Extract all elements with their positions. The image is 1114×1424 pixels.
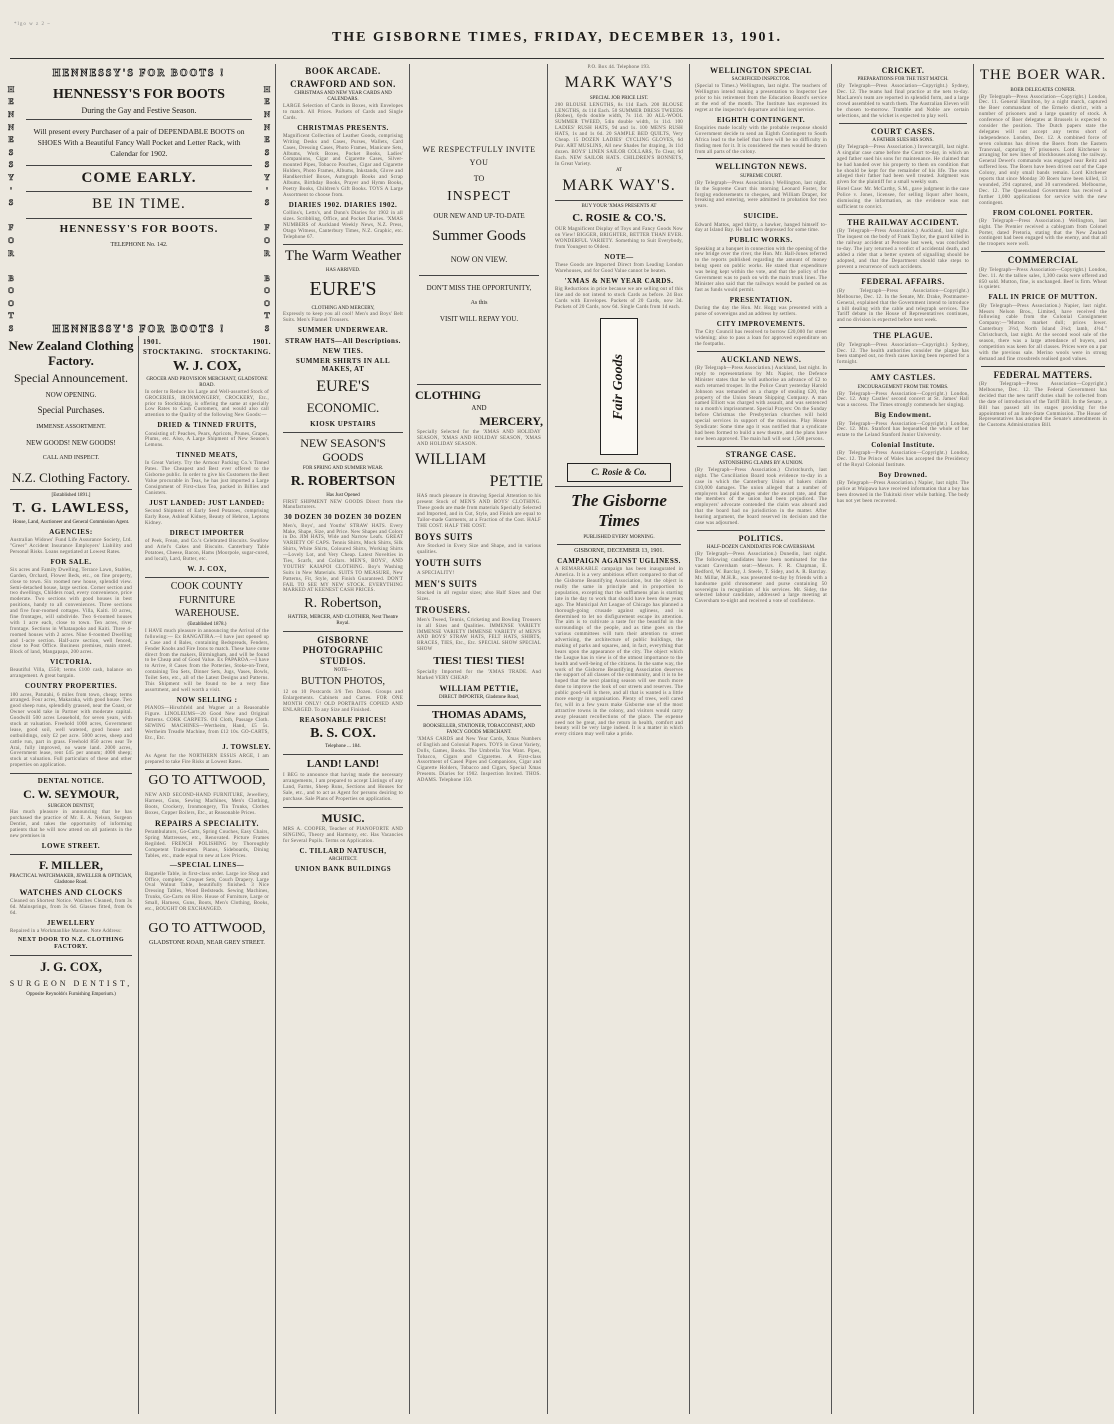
dental-ad: DENTAL NOTICE. C. W. SEYMOUR, SURGEON DENTIST, Has much pleasure in announcing that he has purchased the practice of Mr. E. A. Nelson, Surgeon Dentist, and takes the opportunity of informing patients that he will now attend on all patients in the new premises in LOWE STREET. [10, 777, 132, 850]
big-endowment: Big Endowment. [874, 411, 932, 420]
pettie: PETTIE [489, 472, 543, 490]
special-lines: —SPECIAL LINES— [169, 861, 245, 870]
fair-goods-decoration [600, 318, 638, 455]
column-2 [141, 336, 273, 1414]
our-new: OUR NEW AND UP-TO-DATE [433, 211, 525, 220]
just-landed: JUST LANDED: JUST LANDED: [149, 498, 265, 507]
price-list: SPECIAL JOB PRICE LIST. [589, 95, 649, 101]
column-5 [551, 64, 687, 1414]
cox-year-right: 1901. [252, 338, 271, 346]
reasonable: REASONABLE PRICES! [299, 715, 387, 724]
special-purchases: Special Purchases. [37, 405, 105, 416]
music: MUSIC. [321, 810, 365, 825]
william: WILLIAM [415, 450, 487, 468]
summer-shirts: SUMMER SHIRTS IN ALL MAKES, AT [295, 357, 391, 374]
vertical-text-right: H E N N E S S Y ' S F O R B O O T S [263, 84, 271, 334]
pettie-sub: DIRECT IMPORTER, Gladstone Road, [438, 695, 520, 701]
boy-drowned: Boy Drowned. [878, 471, 928, 480]
tillard: C. TILLARD NATUSCH, [299, 846, 387, 855]
architect: ARCHITECT. [328, 856, 358, 862]
newspaper-title: THE GISBORNE TIMES, FRIDAY, DECEMBER 13, 1901. [331, 30, 783, 45]
now-opening: NOW OPENING. [45, 390, 97, 399]
visit-repay: VISIT WILL REPAY YOU. [439, 315, 519, 324]
mercery: MERCERY, [479, 413, 543, 428]
auckland-news: AUCKLAND NEWS. [720, 354, 802, 364]
sacrificed-inspector: SACRIFICED INSPECTOR. [731, 77, 791, 83]
eures-2: EURE'S [316, 377, 370, 395]
column-8: THE BOER WAR. BOER DELEGATES CONFER. (By Telegraph—Press Association—Copyright.) London, Dec. 11. General Hamilton, by a night march, captured the Boer commandant of the Ermelo district, with a number of prisoners and a large quantity of stock. A conference of Boer delegates at Brussels is expected to consider the position. The Dutch papers state the delegates will not accept any terms short of independence. London, Dec. 12. A combined force of seven columns has driven the Boers from the Eastern Transvaal, capturing 97 prisoners. Lord Kitchener is arranging for new lines of blockhouses along the railway. General Dewet's commando was engaged near Reitz and suffered loss. The Boers have been driven out of the Cape Colony, and only small bands remain. Lord Kitchener reports that since Monday 30 Boers have been killed, 13 wounded, 294 captured, and 30 surrendered. Melbourne, Dec. 12. The Queensland Government has received a further 1,000 applications for service with the new contingent. FROM COLONEL PORTER. (By Telegraph—Press Association.) Wellington, last night. The Premier received a cablegram from Colonel Porter, dated Pretoria, stating that the New Zealand contingent had been engaged with the enemy, and that all the troopers were well. COMMERCIAL (By Telegraph—Press Association—Copyright.) London, Dec. 11. At the tallow sales, 1,300 casks were offered and 850 sold. Mutton, fine, is unchanged. Beef is firm. Wheat is quieter. FALL IN PRICE OF MUTTON. (By Telegraph—Press Association.) Napier, last night. Messrs Nelson Bros., Limited, have received the following cable from the Colonial Consignment Company:—"Mutton market dull; prices lower. Canterbury 3½d, North Island 3¼d; lamb, 4½d." Christchurch, last night. At the second wool sale of the season, there was a large attendance of buyers, and competition was keen for all classes. Prices were on a par with the previous sale. Merino wools were in strong demand and fine crossbreds realised good values. FEDERAL MATTERS. (By Telegraph—Press Association—Copyright.) Melbourne, Dec. 12. The Federal Government has decided that the new tariff duties shall be collected from the date of introduction of the Tariff Bill. In the Senate, a Bill has passed all its stages providing for the appointment of an Inter-State Commission. The House of Representatives has adopted the Senate's amendments in the Customs Administration Bill. [979, 67, 1107, 429]
miller-name: F. MILLER, [39, 858, 103, 873]
has-arrived: HAS ARRIVED. [325, 268, 361, 274]
column-4 [413, 64, 545, 1414]
est-1878: (Established 1878.) [187, 622, 227, 628]
for-sale: FOR SALE. [50, 557, 92, 566]
xmas-new-year-cards: 'XMAS & NEW YEAR CARDS. [564, 276, 674, 285]
attwood-address: GLADSTONE ROAD, NEAR GREY STREET. [149, 940, 265, 947]
seymour-sub: SURGEON DENTIST, [47, 803, 95, 809]
hennessys-body: Will present every Purchaser of a pair of DEPENDABLE BOOTS on SHOES With a Beautiful Fancy Wall Pocket and Letter Rack, with Calendar for 1902. [33, 126, 245, 158]
to: TO [473, 173, 485, 183]
crawford: CRAWFORD AND SON. [290, 78, 396, 89]
dozen: 30 DOZEN 30 DOZEN 30 DOZEN [284, 513, 402, 522]
adams: THOMAS ADAMS, [431, 709, 527, 722]
federal-affairs: FEDERAL AFFAIRS. [861, 277, 945, 287]
trousers: TROUSERS. [415, 605, 471, 616]
astonishing-claims: ASTONISHING CLAIMS BY A UNION. [718, 461, 804, 467]
hennessys-outline-top: HENNESSY'S FOR BOOTS ! [52, 68, 226, 79]
column-rule [138, 336, 139, 1414]
court-cases: COURT CASES. [870, 126, 936, 136]
button-photos: BUTTON PHOTOS, [300, 676, 386, 688]
presentation: PRESENTATION. [729, 295, 793, 304]
corner-marks: *lgo w z 2 ~ [14, 22, 51, 27]
adams-ad: THOMAS ADAMS, BOOKSELLER, STATIONER, TOBACCONIST, AND FANCY GOODS MERCHANT. 'XMAS CARDS and New Year Cards, Xmas Numbers of English and Colonial Papers. TOYS in Great Variety, Dolls, Games, Books. The Umbrella You Want. Pipes, Tobacco, Cigars and Cigarettes. A First-class Assortment of Cased Pipes and Companions, Cigar and Cigarette Holders, Tobacco and Cigars, Special Xmas Presents. Diaries for 1902. Inspection Invited. THOS. ADAMS. Telephone 150. [417, 709, 541, 784]
union-bank: UNION BANK BUILDINGS [294, 864, 392, 873]
dateline: GISBORNE, DECEMBER 13, 1901. [574, 548, 664, 555]
new-ties: NEW TIES. [322, 346, 364, 355]
rosie-stamp: C. Rosie & Co. [567, 463, 671, 482]
column-rule [275, 64, 276, 1414]
strange-case: STRANGE CASE. [725, 449, 797, 459]
eures-ad: The Warm Weather HAS ARRIVED. EURE'S CLOTHING AND MERCERY, Expressly to keep you all cool! Men's and Boys' Belt Suits. Men's Flannel Trousers. SUMMER UNDERWEAR. STRAW HATS—All Descriptions. NEW TIES. SUMMER SHIRTS IN ALL MAKES, AT EURE'S ECONOMIC. KIOSK UPSTAIRS [283, 248, 403, 428]
mark-way-ad: P.O. Box 44. Telephone 193. MARK WAY'S SPECIAL JOB PRICE LIST. 200 BLOUSE LENGTHS, 8s 11d Each. 200 BLOUSE LENGTHS, 4s 11d Each. 50 SUMMER DRESS TWEEDS (Robes), 6yds double width, 7s 11d. 30 ALL-WOOL SUMMER TWEED, 54in double width, 1s 11d. 100 LADIES' RUSH HATS, 9d and 1s. 100 MEN'S RUSH HATS, 1s and 1s 6d. 20 SAMPLE BED QUILTS, Very Cheap. 15 DOZEN LADIES' CYCLING GLOVES, 6d Pair. ART MUSLINS, All new Shades for draping, 3s 11d dozen. BOYS' LINEN SAILOR COLLARS, To Clear, 6d Each. NEW SAILOR HATS. CHILDREN'S BONNETS, In Great Variety. AT MARK WAY'S. [555, 65, 683, 195]
fair-goods-text: Fair Goods [610, 354, 626, 420]
mark-way-title: MARK WAY'S [564, 73, 674, 91]
special-announcement: Special Announcement. [14, 370, 128, 385]
cox-year-left: 1901. [143, 338, 162, 346]
nz-clothing-ad [8, 338, 134, 485]
land-ad: LAND! LAND! I BEG to announce that having made the necessary arrangements, I am prepared to accept Listings of any Land, Farms, Sheep Runs, Sections and Houses for Sale, etc., and to act as Agent for persons desiring to purchase. Sale Plans of Properties on application. [283, 758, 403, 802]
new-goods: NEW GOODS! NEW GOODS! [26, 438, 116, 447]
father-sues: A FATHER SUES HIS SONS. [872, 138, 934, 144]
column-rule [689, 64, 690, 1414]
colonel-porter: FROM COLONEL PORTER. [992, 208, 1094, 217]
attwood-2: GO TO ATTWOOD, [148, 920, 266, 936]
railway-accident: THE RAILWAY ACCIDENT. [847, 217, 959, 227]
mens-suits: MEN'S SUITS [415, 578, 478, 589]
ties: TIES! TIES! TIES! [433, 655, 525, 668]
clothing: CLOTHING [415, 387, 482, 402]
column-rule [409, 64, 410, 1414]
watches-clocks: WATCHES AND CLOCKS [19, 888, 123, 898]
eighth-contingent: EIGHTH CONTINGENT. [716, 115, 806, 124]
suicide: SUICIDE. [743, 212, 779, 221]
warm-weather: The Warm Weather [284, 248, 402, 265]
tinned-meats: TINNED MEATS, [176, 451, 238, 460]
warehouse: WAREHOUSE. [174, 608, 240, 620]
encouragement: ENCOURAGEMENT FROM THE TOMBS. [857, 384, 949, 390]
land-land: LAND! LAND! [306, 758, 380, 771]
colonial-institute: Colonial Institute. [871, 441, 935, 450]
boys-suits: BOYS SUITS [415, 531, 473, 542]
victoria: VICTORIA. [50, 658, 92, 667]
rosie-title: C. ROSIE & CO.'S. [572, 212, 666, 225]
direct-importer: DIRECT IMPORTER [169, 528, 245, 537]
column-7: CRICKET. PREPARATIONS FOR THE TEST MATCH. (By Telegraph—Press Association—Copyright.) Sydney, Dec. 12. The teams had final practice at the nets to-day. MacLaren's team are reported in splendid form, and a large crowd assembled to watch them. The Australian Eleven will be chosen to-morrow. Trumble and Noble are certain selections, and the wicket is expected to play well. COURT CASES. A FATHER SUES HIS SONS. (By Telegraph—Press Association.) Invercargill, last night. A singular case came before the Court to-day, in which an aged father sued his sons for maintenance. He claimed that he had handed over his property to them on condition that he should be kept for the remainder of his life. The sons alleged their father had been well treated. Judgment was given for the plaintiff for a small weekly sum. Hotel Case: Mr. McCarthy, S.M., gave judgment in the case Police v. Jones, licensee, for selling liquor after hours, dismissing the information, as the evidence was not sufficient to convict. THE RAILWAY ACCIDENT. (By Telegraph—Press Association.) Auckland, last night. The inquest on the body of Frank Taylor, the guard killed in the railway accident at Penrose last week, was concluded to-day. The jury returned a verdict of accidental death, and added a rider that a better system of signalling should be adopted, and that the Department should take steps to prevent a recurrence of such accidents. FEDERAL AFFAIRS. (By Telegraph—Press Association—Copyright.) Melbourne, Dec. 12. In the Senate, Mr. Drake, Postmaster-General, explained that the Government intend to introduce a bill dealing with the cable and telegraph services. The Tariff debate in the House of Representatives continues, and no division is expected before next week. THE PLAGUE. (By Telegraph—Press Association—Copyright.) Sydney, Dec. 12. The health authorities consider the plague has been stamped out, no fresh cases having been reported for a fortnight. AMY CASTLES. ENCOURAGEMENT FROM THE TOMBS. (By Telegraph—Press Association—Copyright.) London, Dec. 12. Amy Castles' second concert at St. James' Hall was a success. The Times strongly commends her singing. Big Endowment. (By Telegraph—Press Association—Copyright.) London, Dec. 12. Mrs. Stanford has bequeathed the whole of her estate to the Leland Stanford Junior University. Colonial Institute. (By Telegraph—Press Association—Copyright.) London, Dec. 12. The Prince of Wales has accepted the Presidency of the Royal Colonial Institute. Boy Drowned. (By Telegraph—Press Association.) Napier, last night. The police at Waipawa have received information that a boy has been drowned in the Tukituki river while bathing. The body has not yet been recovered. [837, 66, 969, 505]
xmas-presents: CHRISTMAS PRESENTS. [297, 123, 389, 132]
summer-goods: Summer Goods [432, 227, 526, 244]
column-6: WELLINGTON SPECIAL SACRIFICED INSPECTOR. (Special to Times.) Wellington, last night. The teachers of Wellington intend making a presentation to Inspector Lee prior to his retirement from the Education Board's service at the end of the month. The Institute has expressed its regret at the inspector's departure and his long service. EIGHTH CONTINGENT. Enquiries made locally with the probable response should Government decide to send an Eighth Contingent to South Africa lead to the belief that there will be no difficulty in finding men for it. It is considered the men would be drawn from all parts of the colony. WELLINGTON NEWS. SUPREME COURT. (By Telegraph—Press Association.) Wellington, last night. In the Supreme Court this morning Leonard Foster, for forging endorsements to cheques, and William Draper, for breaking and entering, were admitted to probation for two years. SUICIDE. Edward Mattos, aged thirty, a hawker, hanged himself to-day at Island Bay. He had been depressed for some time. PUBLIC WORKS. Speaking at a banquet in connection with the opening of the new bridge over the river, the Hon. Mr. Hall-Jones referred to the reports published regarding the amount of money being spent on public works. He stated that expenditure was being kept within the vote, and that the policy of the Government was to push on with the main trunk lines. The Minister also said that the railways would be pushed on as fast as funds would permit. PRESENTATION. During the day the Hon. Mr. Hogg was presented with a purse of sovereigns and an address by settlers. CITY IMPROVEMENTS. The City Council has resolved to borrow £20,000 for street widening; also to pass a loan for approved expenditure on the footpaths. AUCKLAND NEWS. (By Telegraph—Press Association.) Auckland, last night. In reply to representations by Mr. Napier, the Defence Minister states that he will authorise an advance of £2 to each returned trooper. In the Police Court yesterday Harold Johnson was remanded on a charge of stealing £20, the property of the Union Steam Shipping Company. A man named Elliott was charged with assault, and was sentenced to a month's imprisonment. Special Prayers: On the Sunday before Christmas the Presbyterian churches will hold special services in support of the missions. Play House Syndicate: Some time ago it was notified that a syndicate had been formed to build a new theatre, and the plans have now been approved. The main hall will seat 1,500 persons. STRANGE CASE. ASTONISHING CLAIMS BY A UNION. (By Telegraph—Press Association.) Christchurch, last night. The Conciliation Board took evidence to-day in a case in which the Canterbury Union of bakers claim £10,000 damages. The union alleged that a number of employers had paid wages under the award rate, and that the members of the union had been prejudiced. The employers' advocate contended the claim was absurd and that the board had no jurisdiction in the matter. After hearing argument, the board reserved its decision and the case was adjourned. POLITICS. HALF-DOZEN CANDIDATES FOR CAVERSHAM. (By Telegraph—Press Association.) Dunedin, last night. The following candidates have been nominated for the vacant Caversham seat:—Messrs. F. R. Chapman, E. Bedford, W. Barclay, J. Steele, T. Sidey, and A. R. Barclay. Mr. Millar, M.H.R., was presented to-day by friends with a handsome gold chronometer and purse containing 50 sovereigns in recognition of his services. Mr. Sidey, the selected labour candidate, addressed a large meeting at Caversham to-night and received a vote of confidence. [695, 66, 827, 605]
lawless-ad: [Established 1891.] T. G. LAWLESS, House, Land, Auctioneer and General Commission Agent. AGENCIES: Australian Widows' Fund Life Assurance Society, Ltd. "Greer" Accident Insurance Employers' Liability and Personal Risks. Loans negotiated at Lowest Rates. FOR SALE. Six acres and Family Dwelling, Terrace Lawn, Stables, Garden, Orchard, Flower Beds, etc., on fine property, close to town. Six roomed new house, splendid view. Semi-detached house, large section. Corner section and two dwellings, Childers road, every convenience, price moderate. Two sections with good houses in best positions, handy to all conveniences. Three sections and five four-roomed cottages. Villa, Kaiti. 10 acres, fine frontages, will subdivide. Two 6-roomed houses with 1 acre each, close to town. Ten acres, river frontage. Sections in Whataupoko and Kaiti. Three 4-roomed houses with 2 acres. Nine 6-roomed Dwelling and 1-acre section. Half-acre section, well fenced, close to Post Office. Business premises, main street. Block of land, Mangapapa, 200 acres. VICTORIA. Beautiful Villa, £550; terms £100 cash, balance on arrangement. A great bargain. COUNTRY PROPERTIES. 100 acres, Patutahi, 6 miles from town, cheap; terms arranged. Four acres, Makaraka, with good house. Two good sheep runs, splendidly grassed, near the Coast, or Owner would take in Partner with moderate capital. Goodwill 500 acres Leasehold, for seven years, with stock at valuation. Freehold 1000 acres, Government lease, good soil, well watered, good house and outbuildings, only £2 per acre. 5000 acres, sheep and cattle run, part in grass. Freehold 850 acres near Te Arai, fully improved, no waste land. 2000 acres, Government lease, rent £45 per annum; 4000 sheep; stock at valuation. Full particulars of these and other properties on application. [10, 493, 132, 769]
boer-war: THE BOER WAR. [979, 67, 1107, 83]
now-on-view: NOW ON VIEW. [450, 255, 508, 265]
seymour: C. W. SEYMOUR, [23, 787, 119, 802]
robertson-2-sub: HATTER, MERCER, AND CLOTHIER, Next Theatre Royal. [288, 614, 398, 626]
bscox: B. S. COX. [310, 725, 376, 741]
hennessys-ad [6, 64, 272, 334]
country-properties: COUNTRY PROPERTIES. [24, 682, 118, 691]
jgcox-opposite: Opposite Reynolds's Furnishing Emporium.) [26, 992, 116, 998]
wellington-news: WELLINGTON NEWS. [715, 162, 807, 172]
hennessys-title: HENNESSY'S FOR BOOTS [53, 86, 225, 102]
federal-matters: FEDERAL MATTERS. [993, 369, 1093, 380]
column-3 [279, 64, 407, 1414]
robertson-sub: Has Just Opened [326, 492, 360, 498]
city-improvements: CITY IMPROVEMENTS. [716, 319, 806, 328]
vertical-text-left: H E N N E S S Y ' S F O R B O O T S [7, 84, 15, 334]
cricket: CRICKET. [881, 66, 925, 75]
the-plague: THE PLAGUE. [873, 331, 933, 341]
photo-studios: GISBORNE PHOTOGRAPHIC STUDIOS. [302, 634, 384, 666]
xmas-cards: CHRISTMAS AND NEW YEAR CARDS AND CALENDARS. [294, 91, 392, 103]
campaign: CAMPAIGN AGAINST UGLINESS. [557, 557, 681, 566]
summer-underwear: SUMMER UNDERWEAR. [297, 326, 389, 335]
cox-stocktaking-right: STOCKTAKING. [210, 348, 271, 357]
amy-castles: AMY CASTLES. [870, 373, 936, 383]
cox-stocktaking-left: STOCKTAKING. [143, 348, 204, 357]
robertson: R. ROBERTSON [290, 474, 396, 490]
book-arcade: BOOK ARCADE. [305, 66, 381, 76]
cox-sub: GROCER AND PROVISION MERCHANT, GLADSTONE ROAD. [146, 377, 268, 388]
jgcox-surgeon: SURGEON DENTIST, [9, 978, 133, 988]
jgcox-ad [8, 959, 134, 998]
pettie-invite-ad: WE RESPECTFULLY INVITE YOU TO INSPECT OUR NEW AND UP-TO-DATE Summer Goods NOW ON VIEW. DON'T MISS THE OPPORTUNITY, As this VISIT WILL REPAY YOU. [415, 144, 543, 324]
cox-name: W. J. COX, [172, 358, 242, 374]
hennessys-sub: During the Gay and Festive Season. [81, 106, 197, 116]
gisborne-times-title: The Gisborne Times [571, 491, 667, 531]
masthead-rule [10, 58, 1104, 59]
column-rule [547, 64, 548, 1414]
established: [Established 1891.] [51, 493, 91, 499]
lowe-street: LOWE STREET. [41, 841, 101, 850]
preparations: PREPARATIONS FOR THE TEST MATCH. [857, 77, 949, 83]
column-1 [6, 336, 136, 1414]
come-early: COME EARLY. [81, 169, 197, 186]
cook-county: COOK COUNTY [170, 580, 244, 592]
lawless-sub: House, Land, Auctioneer and General Commission Agent. [12, 519, 130, 525]
dried-tinned: DRIED & TINNED FRUITS, [157, 421, 257, 430]
robertson-2: R. Robertson, [304, 596, 382, 612]
kiosk: KIOSK UPSTAIRS [310, 419, 376, 428]
hennessys-outline-bottom: HENNESSY'S FOR BOOTS ! [52, 323, 226, 334]
inspect: INSPECT [447, 189, 511, 205]
towsley: J. TOWSLEY. [222, 743, 271, 752]
miller-sub: PRACTICAL WATCHMAKER, JEWELLER & OPTICIAN, Gladstone Road. [9, 874, 133, 886]
nz-title: New Zealand Clothing Factory. [8, 338, 134, 369]
immense-assortment: IMMENSE ASSORTMENT. [36, 423, 106, 430]
half-dozen: HALF-DOZEN CANDIDATES FOR CAVERSHAM. [706, 545, 816, 551]
editorial: The Gisborne Times PUBLISHED EVERY MORNING. GISBORNE, DECEMBER 13, 1901. CAMPAIGN AGAINST UGLINESS. A REMARKABLE campaign has been inaugurated in America. It is a very ambitious effort compared to that of the Gisborne Beautifying Association, but the object is really the same in principle and in proportion to population, excepting that the sufflamens plan is starting late in the day to work that should have been done years ago. The Municipal Art League of Chicago has planned a thorough-going crusade against ugliness, and is determined to let no disfigurement escape its attention. The aim is to cultivate a taste for the beautiful in the surroundings of the people, and as time goes on the various committees will turn their attention to street advertising, the architecture of public buildings, the making of parks and squares, and, in fact, everything that bears upon the appearance of the city. The object which the League has in view is of the utmost importance to the health and well-being of the citizens. In the same way, the work of the Gisborne Beautifying Association deserves the support of all classes of the community, and it is to be hoped that the next planting season will see much more done to improve the look of our streets and reserves. The public good-will is there, and all that is wanted is a little more energy in organisation. Plenty of trees, well cared for, will in a few years make Gisborne one of the most attractive towns in the colony, and visitors would carry away pleasant recollections of the place. The expense need not be great, and the return in health, comfort and beauty will be very large indeed. It is a matter in which every citizen may well take a pride. [555, 491, 683, 738]
lawless-name: T. G. LAWLESS, [12, 501, 130, 517]
column-rule [973, 64, 974, 1414]
mark-way-bottom: MARK WAY'S. [562, 177, 676, 195]
nz-factory: N.Z. Clothing Factory. [12, 470, 130, 486]
jgcox-name: J. G. COX, [40, 959, 102, 975]
we-invite: WE RESPECTFULLY INVITE YOU [422, 145, 536, 167]
boer-sub: BOER DELEGATES CONFER. [1010, 87, 1076, 93]
wellington-special: WELLINGTON SPECIAL [710, 66, 812, 75]
photo-ad: GISBORNE PHOTOGRAPHIC STUDIOS. NOTE— BUTTON PHOTOS, 12 on 10 Postcards 3/6 Ten Dozen. Groups and Enlargements. Cabinets and Cartes. FOR ONE MONTH ONLY! OLD PORTRAITS COPIED AND ENLARGED. To any Size and Finished. REASONABLE PRICES! B. S. COX. Telephone ... 184. [283, 634, 403, 750]
diaries: DIARIES 1902. DIARIES 1902. [288, 200, 398, 209]
jewellery: JEWELLERY [46, 919, 96, 928]
politics: POLITICS. [738, 533, 784, 543]
repairs: REPAIRS A SPECIALITY. [154, 818, 260, 828]
hennessys-name: HENNESSY'S FOR BOOTS. [59, 223, 219, 236]
cox-name-2: W. J. COX, [187, 564, 227, 573]
music-ad: MUSIC. MRS A. COOPER, Teacher of PIANOFORTE AND SINGING, Theory and Harmony, etc. Has Vacancies for Several Pupils. Terms on Application. C. TILLARD NATUSCH, ARCHITECT. UNION BANK BUILDINGS [283, 810, 403, 873]
eures-sub: CLOTHING AND MERCERY, [311, 305, 375, 311]
now-selling: NOW SELLING : [176, 695, 238, 704]
commercial: COMMERCIAL [1007, 255, 1079, 266]
economic: ECONOMIC. [306, 400, 380, 416]
new-season: NEW SEASON'S GOODS [300, 435, 386, 465]
be-in-time: BE IN TIME. [92, 196, 186, 213]
youth-suits: YOUTH SUITS [415, 558, 482, 569]
hennessys-box [6, 84, 272, 334]
adams-sub: BOOKSELLER, STATIONER, TOBACCONIST, AND FANCY GOODS MERCHANT. [423, 724, 535, 735]
book-arcade-ad: BOOK ARCADE. CRAWFORD AND SON. CHRISTMAS AND NEW YEAR CARDS AND CALENDARS. LARGE Selection of Cards in Boxes, with Envelopes to match. All Prices. Packets of Cards and Single Cards. CHRISTMAS PRESENTS. Magnificent Collection of Leather Goods, comprising Writing Desks and Cases, Purses, Wallets, Card Cases, Dressing Cases, Photo Frames, Manicure Sets, Albums, Work Boxes, Pocket Books, Ladies' Companions, Cigar and Cigarette Cases, Silver-mounted Pipes, Tobacco Pouches, Cigar and Cigarette Holders, Photo Frames, Albums, Inkstands, Glove and Handkerchief Boxes, Autograph Books and Scrap Albums, Birthday Books, Prayer and Hymn Books, Poetry Books, Children's Gift Books. TOYS A Large Assortment to choose from. DIARIES 1902. DIARIES 1902. Collins's, Letts's, and Dunn's Diaries for 1902 in all sizes. Scribbling, Office, and Pocket Diaries. 'XMAS NUMBERS of Auckland Weekly News, N.Z. Press, Otago Witness, Canterbury Times, N.Z. Graphic, etc. Telephone 67. [283, 66, 403, 240]
and: AND [471, 403, 487, 412]
robertson-ad: NEW SEASON'S GOODS FOR SPRING AND SUMMER WEAR. R. ROBERTSON Has Just Opened FIRST SHIPMENT NEW GOODS Direct from the Manufacturers. 30 DOZEN 30 DOZEN 30 DOZEN Men's, Boys', and Youths' STRAW HATS. Every Make, Shape, Size, and Price. New Shapes and Colors in Do. JIM HATS, Wide and Narrow Leafs. GREAT VARIETY OF CAPS. Tennis Shirts, Mock Shirts, Silk Shirts, White Shirts, Coloured Shirts, Working Shirts—Lovely Lot, and Very Cheap. Latest Novelties in Ties, Scarfs, and Collars. MEN'S, BOYS', AND YOUTHS' KAIAPOI CLOTHING. Boy's Washing Suits in New Materials. SUITS TO MEASURE, New Patterns, Fit, Style, and Finish Guaranteed. DON'T FAIL TO SEE MY NEW STOCK. EVERYTHING MARKED AT KEENEST CASH PRICES. R. Robertson, HATTER, MERCER, AND CLOTHIER, Next Theatre Royal. [283, 435, 403, 626]
straw-hats: STRAW HATS—All Descriptions. [285, 336, 401, 345]
column-rule [831, 64, 832, 1414]
attwood-1: GO TO ATTWOOD, [148, 773, 266, 789]
cook-county-ad: COOK COUNTY FURNITURE WAREHOUSE. (Established 1878.) I HAVE much pleasure in announcing the Arrival of the following:— Ex BANGATIRA.—I have just opened up a Case and 4 Bales, containing Bedspreads, Fenders, Fender Knobs and Fire Irons to match. These have come direct from the makers, Birmingham, and will be found to be Cheap and of Good Value. Ex PAPAROA.—I have to Arrive, 8 Cases from the Potteries, Stoke-on-Trent, containing Tea Sets, Dinner Sets, Jugs, Vases, Bowls, Toilet Sets, etc., all of the Latest Designs and Patterns. This Shipment will be found to be a very fine assortment, and well worth a visit. NOW SELLING : PIANOS—Hirschfeld and Wagner at a Reasonable Figure. LINOLEUMS—20 Good New and Original Patterns. CORK CARPETS. Oil Cloth, Passage Cloth. SEWING MACHINES—Wertheim, Hand, £5 5s. Wertheim Treadle Machine, from £12 10s. GO-CARTS, Etc., Etc. J. TOWSLEY. As Agent for the NORTHERN ESSUS ARGE, I am prepared to take Fire Risks at Lowest Rates. [145, 580, 271, 765]
masthead [0, 0, 1114, 62]
wjcox-ad: 1901. 1901. STOCKTAKING. STOCKTAKING. W. J. COX, GROCER AND PROVISION MERCHANT, GLADSTONE ROAD. In order to Reduce his Large and Well-assorted Stock of GROCERIES, IRONMONGERY, CROCKERY, Etc., prior to Stocktaking, is offering the same at specially Low Rates to Cash Customers, and would also call attention to the Quality of the following New Goods:— DRIED & TINNED FRUITS, Consisting of: Peaches, Pears, Apricots, Prunes, Grapes, Plums, etc. Also, A Large Shipment of New Season's Lemons. TINNED MEATS, In Great Variety. Try the Armour Packing Co.'s Tinned Pates. The Cheapest and Best ever offered to the Gisborne public. In order to give his Customers the Best Value procurable in Teas, he has just imported a Large Consignment of First-class Tea, packed in Billies and Canisters. JUST LANDED: JUST LANDED: Second Shipment of Early Seed Potatoes, comprising Early Rose, Ashleaf Kidney, Beauty of Hebron, Leptons Kidney. DIRECT IMPORTER of Peek, Frean, and Co.'s Celebrated Biscuits. Swallow and Ariel's Cakes and Biscuits. Canterbury Table Potatoes, Cheese, Bacon, Hams (Moorpole, sugar-cured, and local), Lard, Butter, etc. W. J. COX, [143, 338, 271, 573]
miller-ad: F. MILLER, PRACTICAL WATCHMAKER, JEWELLER & OPTICIAN, Gladstone Road. WATCHES AND CLOCKS Cleaned on Shortest Notice. Watches Cleaned, from 3s 6d. Mainsprings, from 3s 6d. Glasses fitted, from 0s 6d. JEWELLERY Repaired in a Workmanlike Manner. Note Address: NEXT DOOR TO N.Z. CLOTHING FACTORY. [9, 858, 133, 951]
next-door: NEXT DOOR TO N.Z. CLOTHING FACTORY. [17, 937, 125, 951]
call-inspect: CALL AND INSPECT. [42, 455, 100, 461]
fall-mutton: FALL IN PRICE OF MUTTON. [988, 293, 1098, 302]
agencies: AGENCIES: [49, 527, 93, 536]
pettie-ad: CLOTHING AND MERCERY, Specially Selected for the 'XMAS AND HOLIDAY SEASON, 'XMAS AND HOLIDAY SEASON, 'XMAS AND HOLIDAY SEASON. WILLIAM PETTIE HAS much pleasure in drawing Special Attention to his present Stock of MEN'S AND BOYS' CLOTHING. These goods are made from materials Specially Selected and Imported, and in Cut, Style, and Finish are equal to Tailor-made Garments, at a Fraction of the Cost. HALF THE COST. HALF THE COST. BOYS SUITS Are Stocked in Every Size and Shape, and in various qualities. YOUTH SUITS A SPECIALITY! MEN'S SUITS Stocked in all regular sizes; also Half Sizes and Out Sizes. TROUSERS. Men's Tweed, Tennis, Cricketing and Bowling Trousers in all Sizes and Qualities. IMMENSE VARIETY IMMENSE VARIETY IMMENSE VARIETY of MEN'S AND BOYS' STRAW HATS, FELT HATS, SHIRTS, BRACES, TIES, Etc., Etc. SPECIAL SHOW SPECIAL SHOW TIES! TIES! TIES! Specially Imported for the 'XMAS TRADE. And Marked VERY CHEAP. WILLIAM PETTIE, DIRECT IMPORTER, Gladstone Road, [415, 387, 543, 701]
pettie-name: WILLIAM PETTIE, [439, 683, 519, 693]
public-works: PUBLIC WORKS. [729, 236, 793, 245]
dont-miss: DON'T MISS THE OPPORTUNITY, [426, 283, 532, 292]
note: NOTE— [604, 252, 634, 261]
furniture: FURNITURE [178, 594, 236, 606]
eures-title: EURE'S [309, 278, 377, 300]
telephone: TELEPHONE No. 142. [110, 242, 168, 249]
published: PUBLISHED EVERY MORNING. [583, 535, 655, 541]
dental-notice: DENTAL NOTICE. [37, 777, 105, 786]
attwood-ad: GO TO ATTWOOD, NEW AND SECOND-HAND FURNITURE, Jewellery, Harness, Guns, Sewing Machines, Men's Clothing, Boots, Crockery, Ironmongery, Tin Trunks, Clothes Boxes, Copper Boilers, Etc., at Reasonable Prices. REPAIRS A SPECIALITY. Perambulators, Go-Carts, Spring Couches, Easy Chairs, Spring Mattresses, etc., Renovated. Picture Frames Regilded. FRENCH POLISHING by Thoroughly Competent Tradesmen. Pianos, Sideboards, Dining Tables, etc., made equal to new at Low Prices. —SPECIAL LINES— Bagatelle Table, in first-class order. Large ice Shop and Office, complete. Croquet Sets, Couch Drapery. Large Oval Walnut Table, beautifully finished. 3 Nice Dressing Tables, Wood Bedsteads. Sewing Machines, Trunks, Go-Carts on Hire. House of Furniture, Large or Small, Harness, Guns, Boots, Men's Clothing, Books, etc., BOUGHT OR EXCHANGED. GO TO ATTWOOD, GLADSTONE ROAD, NEAR GREY STREET. [145, 773, 269, 947]
rosie-ad: BUY YOUR 'XMAS PRESENTS AT C. ROSIE & CO.'S. OUR Magnificent Display of Toys and Fancy Goods Now on View! BIGGER, BRIGHTER, BETTER THAN EVER. WONDERFUL VARIETY. Something to Suit Everybody, from Youngest to Oldest. NOTE— These Goods are Imported Direct from Leading London Warehouses, and for Good Value cannot be beaten. 'XMAS & NEW YEAR CARDS. Big Reductions in price because we are selling out of this line and do not intend to stock Cards as before. 24 Box Cards with Envelopes. Packets of 20 Cards, now 3d. Packets of 20 Cards, now 6d. Single Cards from 1d each. Fair Goods C. Rosie & Co. [553, 204, 685, 482]
